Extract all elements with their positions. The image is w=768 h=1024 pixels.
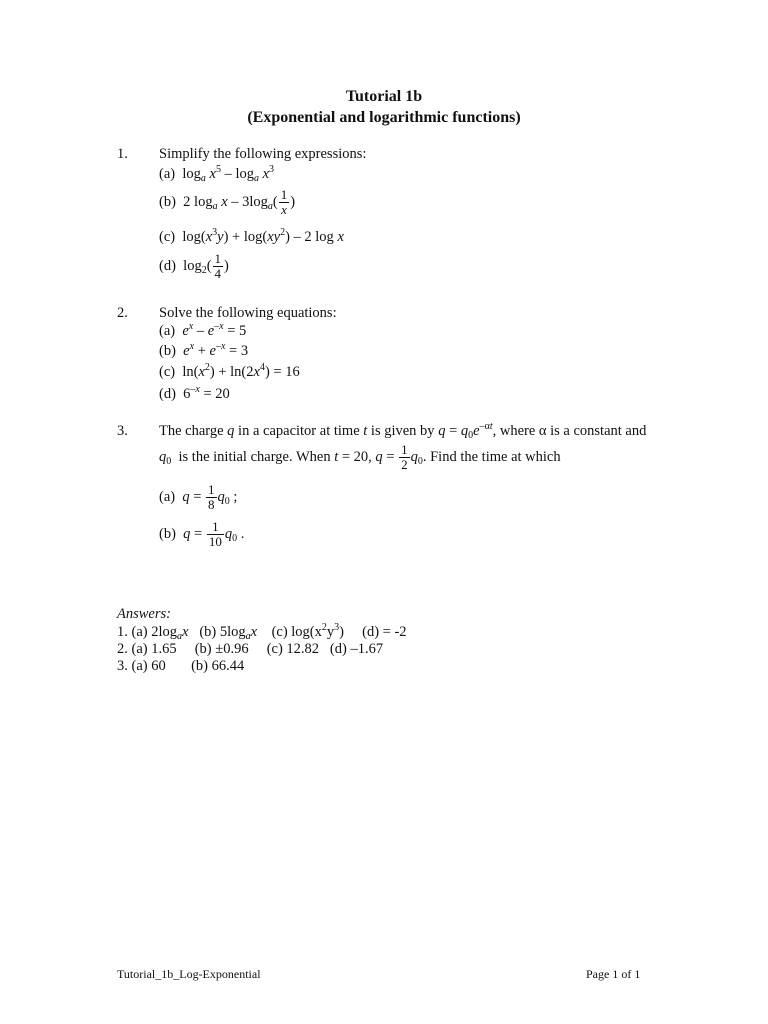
part-label: (b) bbox=[159, 193, 176, 210]
text-run: The charge bbox=[159, 423, 224, 439]
text-run: , where α is a constant and bbox=[492, 423, 647, 439]
question-3a: (a) q = $\frac{1}{8}$ $q_0$ ; bbox=[159, 482, 238, 512]
fraction: $\frac{1}{10}$ bbox=[208, 519, 222, 549]
answers-q1: 1. (a) $2\log_ax$ (b) $5\log_ax$ (c) $\log(x^2y^3)$ (d) = -2 bbox=[117, 622, 407, 642]
text-run: is given by bbox=[370, 423, 435, 439]
footer-filename: Tutorial_1b_Log-Exponential bbox=[117, 967, 261, 981]
question-1a: (a) $\log_a x^5 - \log_a x^3$ bbox=[159, 164, 275, 184]
page-subtitle: (Exponential and logarithmic functions) bbox=[247, 109, 521, 126]
text-run: (c) log(x bbox=[271, 624, 322, 640]
question-1b: (b) 2 $\log_a x - 3\log_a$( $\frac{1}{x}$ ) bbox=[159, 187, 296, 217]
text-run: . Find the time at which bbox=[422, 448, 561, 465]
answers-q2: 2. (a) 1.65 (b) ±0.96 (c) 12.82 (d) –1.67 bbox=[117, 641, 384, 657]
part-label: (c) bbox=[159, 229, 176, 245]
fraction: $\frac{1}{8}$ bbox=[208, 482, 215, 512]
part-label: (a) bbox=[159, 323, 176, 339]
question-2d: (d) $6^{-x} = 20$ bbox=[159, 384, 230, 402]
question-1-number: 1. bbox=[117, 146, 128, 162]
part-label: (a) bbox=[159, 488, 176, 505]
part-label: (a) bbox=[159, 166, 176, 182]
part-label: (d) bbox=[159, 386, 176, 402]
text-run: in a capacitor at time bbox=[238, 423, 360, 439]
fraction: $\frac{1}{x}$ bbox=[280, 187, 288, 217]
footer-page-number: Page 1 of 1 bbox=[586, 967, 641, 981]
part-label: (b) bbox=[159, 525, 176, 542]
page-title: Tutorial 1b bbox=[345, 88, 423, 105]
question-2a: (a) $e^x - e^{-x} = 5$ bbox=[159, 321, 247, 339]
part-label: (b) bbox=[159, 343, 176, 359]
text-run: 1. (a) 2log bbox=[117, 624, 177, 640]
question-3b: (b) q = $\frac{1}{10}$ $q_0$ . bbox=[159, 519, 245, 549]
question-1c: (c) $\log(x^3y) + \log(xy^2) - 2$ log x bbox=[159, 227, 344, 245]
question-1-prompt: Simplify the following expressions: bbox=[159, 146, 367, 162]
text-run: = 20, bbox=[341, 448, 372, 465]
question-2-prompt: Solve the following equations: bbox=[159, 305, 337, 321]
question-1d: (d) $\log_2$( $\frac{1}{4}$ ) bbox=[159, 251, 229, 281]
part-label: (d) bbox=[159, 257, 176, 274]
fraction: $\frac{1}{2}$ bbox=[401, 442, 408, 472]
question-2c: (c) $\ln(x^2) + \ln(2x^4) = 16$ bbox=[159, 362, 300, 380]
question-2b: (b) $e^x + e^{-x} = 3$ bbox=[159, 341, 249, 359]
question-3-line-2: $q_0$ is the initial charge. When t = 20, q = $\frac{1}{2}$ $q_0$. Find the time at which bbox=[159, 442, 561, 472]
question-2-number: 2. bbox=[117, 305, 128, 321]
part-label: (c) bbox=[159, 364, 176, 380]
question-3-line-1: The charge q in a capacitor at time t is given by $q = q_0e^{-\alpha t}$, where α is a constant and bbox=[159, 421, 647, 441]
fraction: $\frac{1}{4}$ bbox=[214, 251, 222, 281]
answers-heading: Answers: bbox=[117, 606, 171, 622]
question-3-number: 3. bbox=[117, 423, 128, 439]
text-run: is the initial charge. When bbox=[178, 448, 331, 465]
answers-q3: 3. (a) 60 (b) 66.44 bbox=[117, 658, 245, 674]
text-run: (b) 5log bbox=[199, 624, 246, 640]
text-run: (d) = -2 bbox=[362, 624, 407, 640]
